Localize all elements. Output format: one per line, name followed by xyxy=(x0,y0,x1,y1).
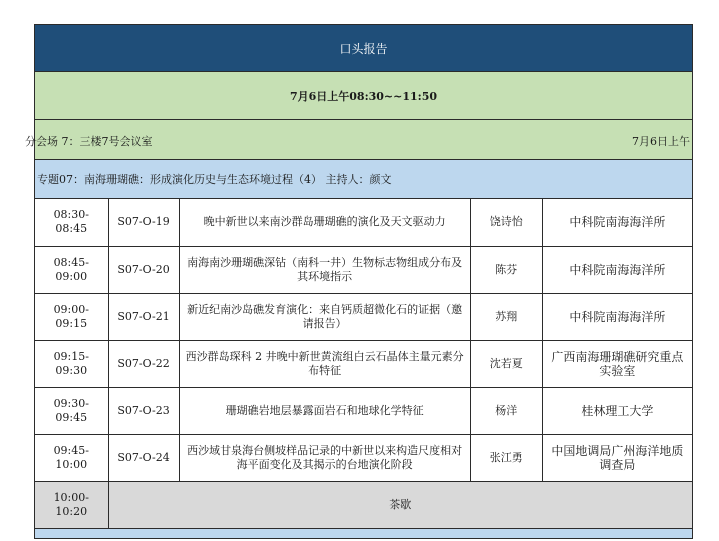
talk-title: 西沙群岛琛科 2 井晚中新世黄流组白云石晶体主量元素分布特征 xyxy=(179,340,470,387)
talk-code: S07-O-19 xyxy=(108,199,179,246)
talk-speaker: 饶诗怡 xyxy=(470,199,542,246)
talk-code: S07-O-24 xyxy=(108,434,179,481)
talk-title: 新近纪南沙岛礁发育演化：来自钙质超微化石的证据（邀请报告） xyxy=(179,293,470,340)
talk-code: S07-O-21 xyxy=(108,293,179,340)
break-time: 10:00-10:20 xyxy=(35,481,108,528)
talk-time: 09:30-09:45 xyxy=(35,387,108,434)
talk-code: S07-O-20 xyxy=(108,246,179,293)
break-row xyxy=(35,481,693,528)
section-title-row xyxy=(35,24,693,72)
talk-title: 南海南沙珊瑚礁深钻（南科一井）生物标志物组成分布及其环境指示 xyxy=(179,246,470,293)
session-time-row xyxy=(35,72,693,120)
break-label: 茶歇 xyxy=(108,481,692,528)
table-row xyxy=(35,340,693,387)
talks-table xyxy=(35,199,693,529)
next-topic-row xyxy=(35,529,693,539)
talk-org: 中科院南海海洋所 xyxy=(542,199,692,246)
talk-time: 08:30-08:45 xyxy=(35,199,108,246)
talk-org: 广西南海珊瑚礁研究重点实验室 xyxy=(542,340,692,387)
schedule-sheet xyxy=(25,24,693,539)
topic-row xyxy=(35,160,693,199)
table-row xyxy=(35,246,693,293)
table-row xyxy=(35,199,693,246)
table-row xyxy=(35,293,693,340)
talk-org: 中国地调局广州海洋地质调查局 xyxy=(542,434,692,481)
table-row xyxy=(35,434,693,481)
talk-title: 西沙域甘泉海台侧坡样品记录的中新世以来构造尺度相对海平面变化及其揭示的台地演化阶段 xyxy=(179,434,470,481)
talk-speaker: 张江勇 xyxy=(470,434,542,481)
talk-time: 08:45-09:00 xyxy=(35,246,108,293)
talk-title: 珊瑚礁岩地层暴露面岩石和地球化学特征 xyxy=(179,387,470,434)
venue-label: 分会场 7：三楼7号会议室 xyxy=(25,135,153,148)
table-row xyxy=(35,387,693,434)
talk-speaker: 沈若夏 xyxy=(470,340,542,387)
talk-title: 晚中新世以来南沙群岛珊瑚礁的演化及天文驱动力 xyxy=(179,199,470,246)
talk-org: 中科院南海海洋所 xyxy=(542,246,692,293)
talk-time: 09:15-09:30 xyxy=(35,340,108,387)
session-time: 7月6日上午08:30~~11:50 xyxy=(289,89,438,103)
talk-org: 中科院南海海洋所 xyxy=(542,293,692,340)
talk-speaker: 杨洋 xyxy=(470,387,542,434)
venue-date: 7月6日上午 xyxy=(632,135,690,148)
talk-code: S07-O-22 xyxy=(108,340,179,387)
section-title: 口头报告 xyxy=(339,41,388,56)
talk-time: 09:00-09:15 xyxy=(35,293,108,340)
talk-time: 09:45-10:00 xyxy=(35,434,108,481)
talk-code: S07-O-23 xyxy=(108,387,179,434)
talk-speaker: 苏翔 xyxy=(470,293,542,340)
venue-row xyxy=(25,120,693,160)
talk-speaker: 陈芬 xyxy=(470,246,542,293)
talk-org: 桂林理工大学 xyxy=(542,387,692,434)
topic-title: 专题07：南海珊瑚礁：形成演化历史与生态环境过程（4） 主持人：颜文 xyxy=(37,173,392,186)
